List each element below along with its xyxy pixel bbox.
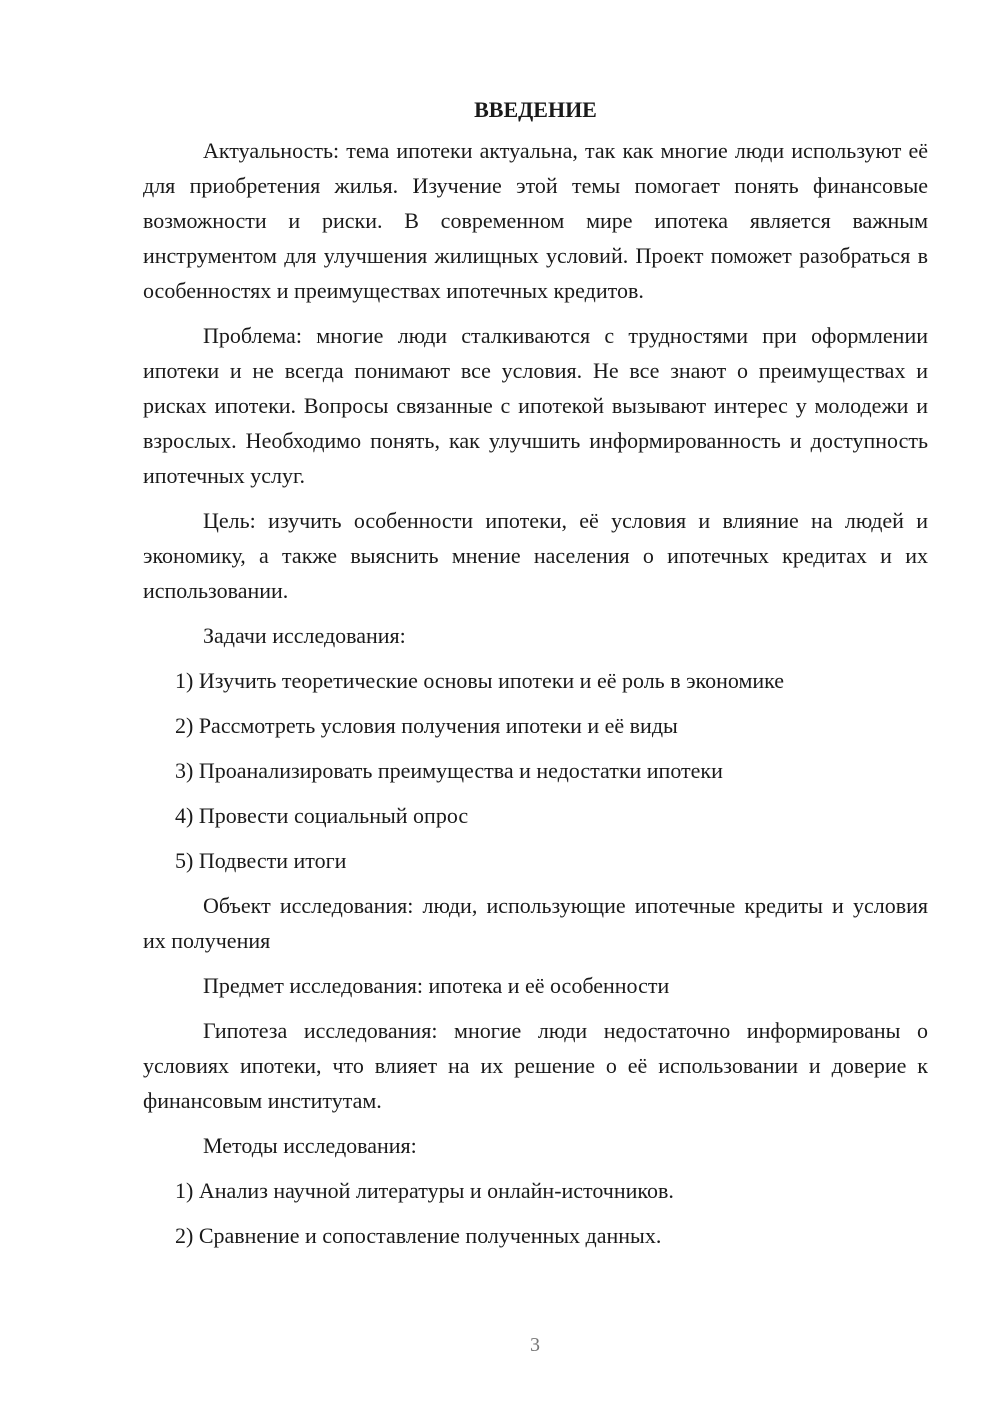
task-item: 2) Рассмотреть условия получения ипотеки и её виды <box>175 713 678 738</box>
object-paragraph: Объект исследования: люди, использующие ипотечные кредиты и условия их получения <box>143 893 928 953</box>
problem-paragraph: Проблема: многие люди сталкиваются с трудностями при оформлении ипотеки и не всегда понимают все условия. Не все знают о преимуществах и рисках ипотеки. Вопросы связанные с ипотекой вызывают интерес у молодежи и взрослых. Необходимо понять, как улучшить информированность и доступность ипотечных услуг. <box>143 323 928 488</box>
goal-paragraph: Цель: изучить особенности ипотеки, её условия и влияние на людей и экономику, а также выяснить мнение населения о ипотечных кредитах и их использовании. <box>143 508 928 603</box>
hypothesis-paragraph: Гипотеза исследования: многие люди недостаточно информированы о условиях ипотеки, что влияет на их решение о её использовании и доверие к финансовым институтам. <box>143 1018 928 1113</box>
page-number: 3 <box>530 1334 540 1356</box>
methods-title: Методы исследования: <box>203 1133 417 1158</box>
method-item: 2) Сравнение и сопоставление полученных данных. <box>175 1223 662 1248</box>
subject-paragraph: Предмет исследования: ипотека и её особенности <box>203 973 670 998</box>
method-item: 1) Анализ научной литературы и онлайн-источников. <box>175 1178 674 1203</box>
relevance-paragraph: Актуальность: тема ипотеки актуальна, так как многие люди используют её для приобретения жилья. Изучение этой темы помогает понять финансовые возможности и риски. В современном мире ипотека является важным инструментом для улучшения жилищных условий. Проект поможет разобраться в особенностях и преимуществах ипотечных кредитов. <box>143 138 928 303</box>
tasks-title: Задачи исследования: <box>203 623 406 648</box>
task-item: 3) Проанализировать преимущества и недостатки ипотеки <box>175 758 723 783</box>
task-item: 1) Изучить теоретические основы ипотеки и её роль в экономике <box>175 668 785 693</box>
task-item: 5) Подвести итоги <box>175 848 347 873</box>
section-heading: ВВЕДЕНИЕ <box>474 97 597 122</box>
page-content <box>143 92 928 1263</box>
task-item: 4) Провести социальный опрос <box>175 803 469 828</box>
